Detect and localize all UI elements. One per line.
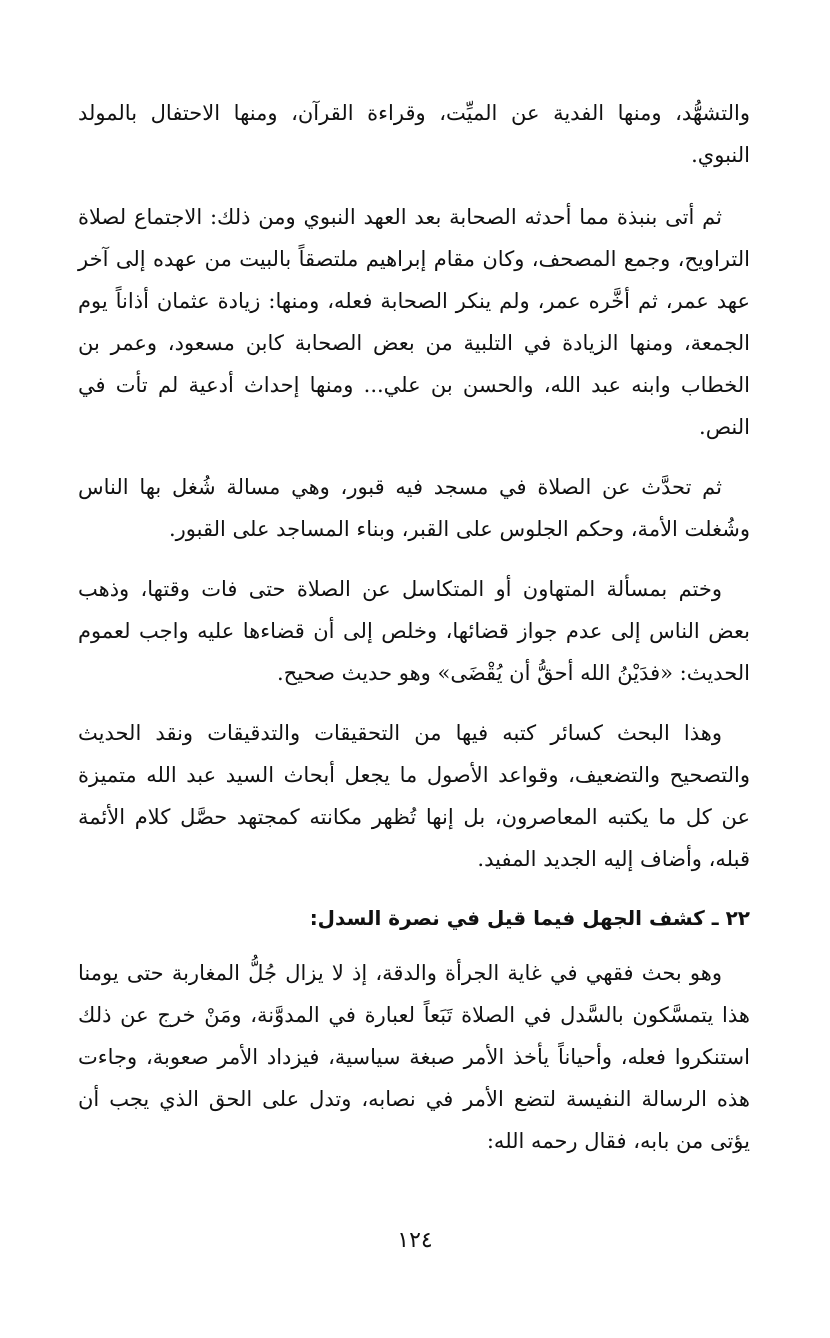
paragraph-5: وهذا البحث كسائر كتبه فيها من التحقيقات والتدقيقات ونقد الحديث والتصحيح والتضعيف، وقواعد الأصول ما يجعل أبحاث السيد عبد الله متميزة عن كل ما يكتبه المعاصرون، بل إنها تُظهر مكانته كمجتهد حصَّل كلام الأئمة قبله، وأضاف إليه الجديد المفيد.: [78, 721, 750, 871]
paragraph-2: ثم أتى بنبذة مما أحدثه الصحابة بعد العهد النبوي ومن ذلك: الاجتماع لصلاة التراويح، وجمع المصحف، وكان مقام إبراهيم ملتصقاً بالبيت من عهده إلى آخر عهد عمر، ثم أخَّره عمر، ولم ينكر الصحابة فعله، ومنها: زيادة عثمان أذاناً يوم الجمعة، ومنها الزيادة في التلبية من بعض الصحابة كابن مسعود، وعمر بن الخطاب وابنه عبد الله، والحسن بن علي... ومنها إحداث أدعية لم تأت في النص.: [78, 205, 750, 439]
paragraph-3: ثم تحدَّث عن الصلاة في مسجد فيه قبور، وهي مسالة شُغل بها الناس وشُغلت الأمة، وحكم الجلوس على القبر، وبناء المساجد على القبور.: [78, 475, 750, 541]
page-body: [78, 92, 750, 1180]
section-heading: ٢٢ ـ كشف الجهل فيما قيل في نصرة السدل:: [309, 906, 750, 930]
paragraph-1: والتشهُّد، ومنها الفدية عن الميِّت، وقراءة القرآن، ومنها الاحتفال بالمولد النبوي.: [78, 101, 750, 167]
paragraph-4: وختم بمسألة المتهاون أو المتكاسل عن الصلاة حتى فات وقتها، وذهب بعض الناس إلى عدم جواز قضائها، وخلص إلى أن قضاءها عليه واجب لعموم الحديث: «فدَيْنُ الله أحقُّ أن يُقْضَى» وهو حديث صحيح.: [78, 577, 750, 685]
page-number: ١٢٤: [397, 1228, 433, 1253]
paragraph-after-heading: وهو بحث فقهي في غاية الجرأة والدقة، إذ لا يزال جُلُّ المغاربة حتى يومنا هذا يتمسَّكون بالسَّدل في الصلاة تَبَعاً لعبارة في المدوَّنة، ومَنْ خرج عن ذلك استنكروا فعله، وأحياناً يأخذ الأمر صبغة سياسية، فيزداد الأمر صعوبة، وجاءت هذه الرسالة النفيسة لتضع الأمر في نصابه، وتدل على الحق الذي يجب أن يؤتى من بابه، فقال رحمه الله:: [78, 961, 750, 1153]
